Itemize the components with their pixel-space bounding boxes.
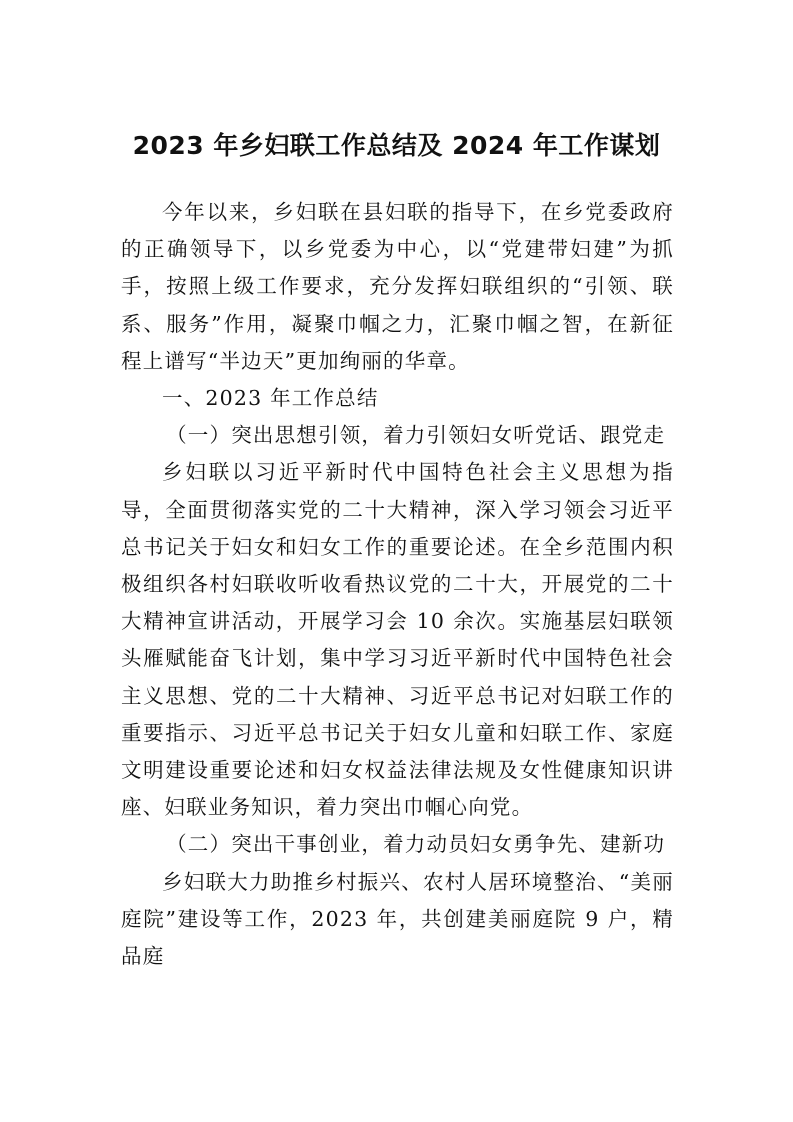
- document-title: 2023 年乡妇联工作总结及 2024 年工作谋划: [132, 131, 661, 160]
- document-body: [121, 194, 674, 975]
- section-heading-summary: 一、2023 年工作总结: [162, 386, 379, 411]
- body-paragraph-ideology: 乡妇联以习近平新时代中国特色社会主义思想为指导，全面贯彻落实党的二十大精神，深入学习领会习近平总书记关于妇女和妇女工作的重要论述。在全乡范围内积极组织各村妇联收听收看热议党的二十大，开展党的二十大精神宣讲活动，开展学习会 10 余次。实施基层妇联领头雁赋能奋飞计划，集中学习习近平新时代中国特色社会主义思想、党的二十大精神、习近平总书记对妇联工作的重要指示、习近平总书记关于妇女儿童和妇联工作、家庭文明建设重要论述和妇女权益法律法规及女性健康知识讲座、妇联业务知识，着力突出巾帼心向党。: [121, 460, 674, 820]
- subsection-heading-ideology: （一）突出思想引领，着力引领妇女听党话、跟党走: [166, 423, 666, 448]
- body-paragraph-entrepreneurship: 乡妇联大力助推乡村振兴、农村人居环境整治、“美丽庭院”建设等工作，2023 年，共创建美丽庭院 9 户，精品庭: [121, 869, 674, 969]
- subsection-heading-entrepreneurship: （二）突出干事创业，着力动员妇女勇争先、建新功: [166, 832, 666, 857]
- intro-paragraph: 今年以来，乡妇联在县妇联的指导下，在乡党委政府的正确领导下，以乡党委为中心，以“党建带妇建”为抓手，按照上级工作要求，充分发挥妇联组织的“引领、联系、服务”作用，凝聚巾帼之力，汇聚巾帼之智，在新征程上谱写“半边天”更加绚丽的华章。: [121, 200, 674, 373]
